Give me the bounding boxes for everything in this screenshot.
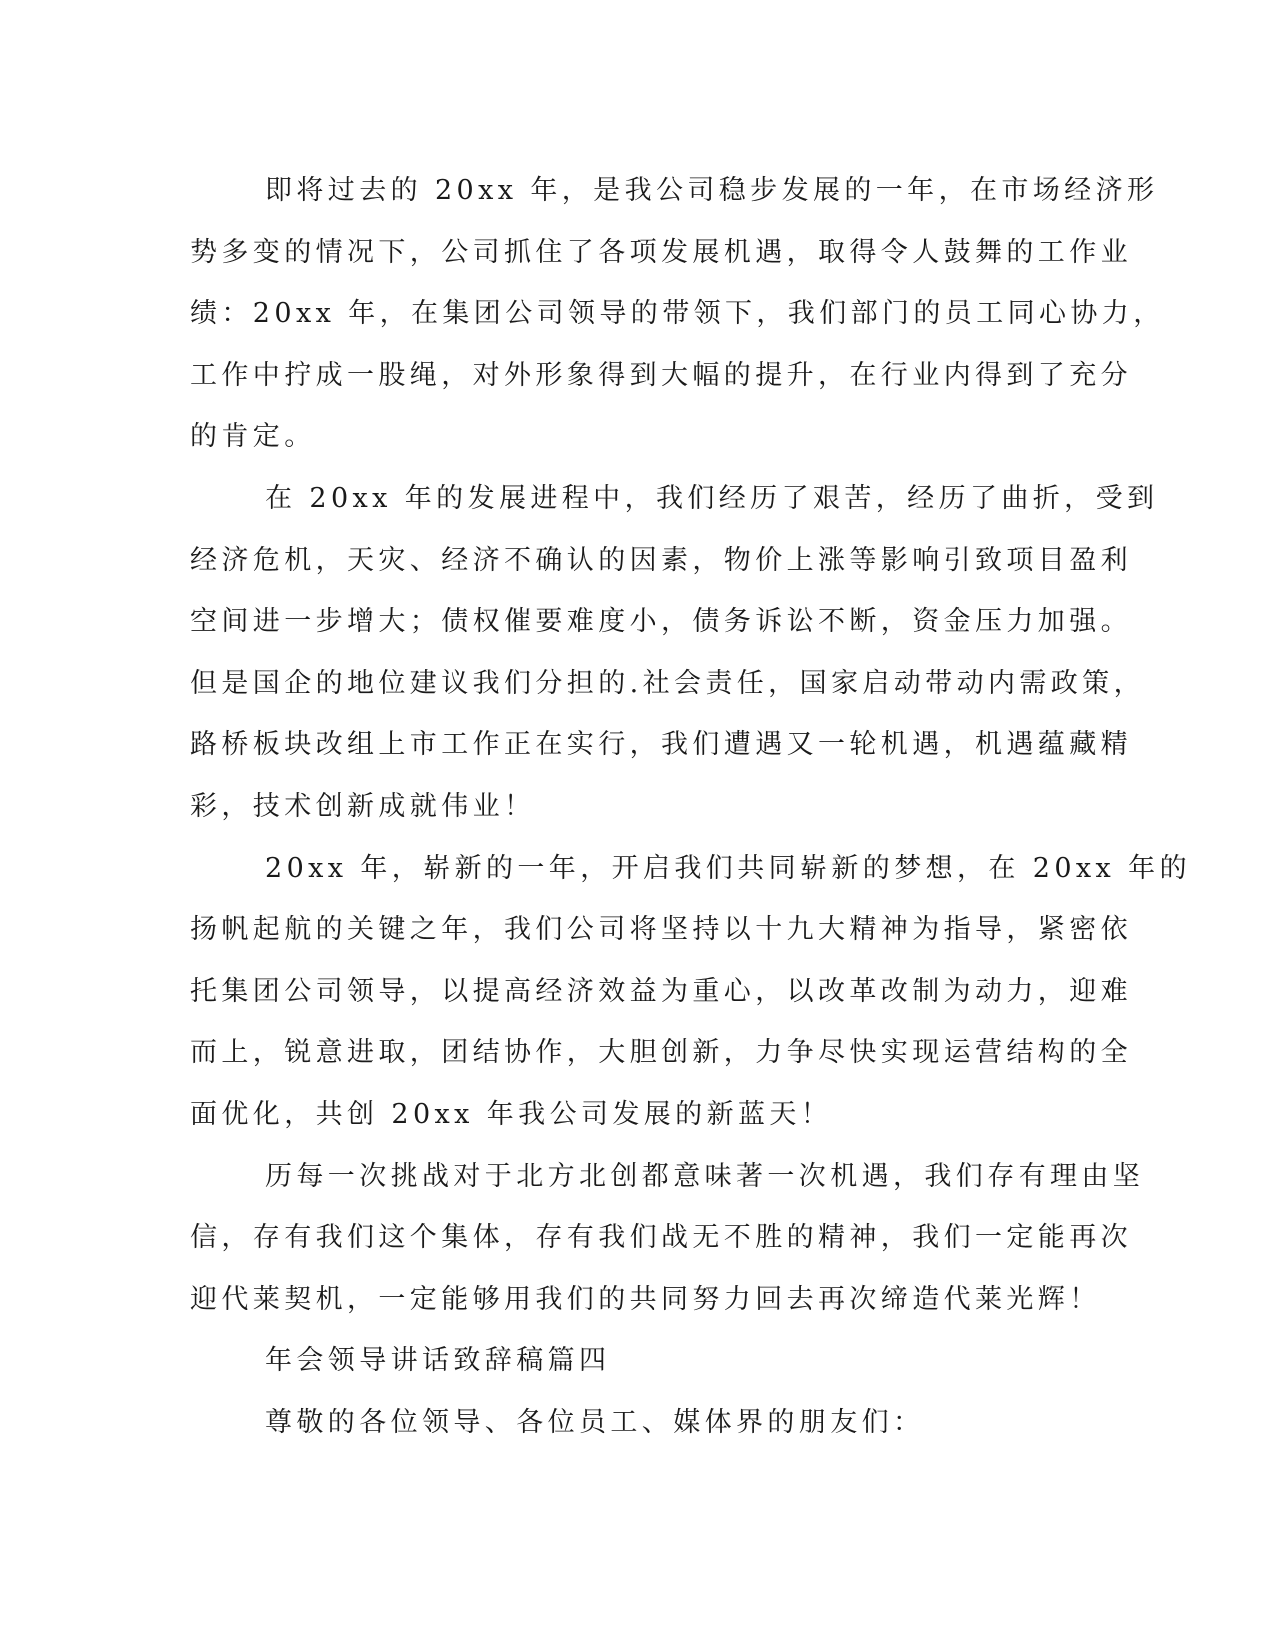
paragraph-2-line-5: 路桥板块改组上市工作正在实行，我们遭遇又一轮机遇，机遇蕴藏精 [190,729,1132,761]
paragraph-1-line-1: 即将过去的 20xx 年，是我公司稳步发展的一年，在市场经济形 [265,175,1159,206]
paragraph-1-line-3: 绩：20xx 年，在集团公司领导的带领下，我们部门的员工同心协力， [190,298,1165,330]
paragraph-3-line-1: 20xx 年，崭新的一年，开启我们共同崭新的梦想，在 20xx 年的 [265,852,1191,884]
paragraph-2-line-2: 经济危机，天灾、经济不确认的因素，物价上涨等影响引致项目盈利 [190,544,1132,576]
section-title: 年会领导讲话致辞稿篇四 [265,1345,611,1377]
paragraph-4-line-2: 信，存有我们这个集体，存有我们战无不胜的精神，我们一定能再次 [190,1222,1132,1254]
paragraph-4 [190,1146,1145,1331]
paragraph-1-line-4: 工作中拧成一股绳，对外形象得到大幅的提升，在行业内得到了充分 [190,359,1132,391]
paragraph-1 [190,160,1165,468]
paragraph-2-line-6: 彩，技术创新成就伟业！ [190,790,536,822]
paragraph-2-line-3: 空间进一步增大；债权催要难度小，债务诉讼不断，资金压力加强。 [190,606,1132,638]
paragraph-3 [190,838,1191,1146]
paragraph-2 [190,468,1159,838]
paragraph-2-line-1: 在 20xx 年的发展进程中，我们经历了艰苦，经历了曲折，受到 [265,482,1159,514]
paragraph-2-line-4: 但是国企的地位建议我们分担的.社会责任，国家启动带动内需政策， [190,667,1145,699]
paragraph-1-line-5: 的肯定。 [190,421,316,453]
document-body [190,160,1191,1453]
paragraph-3-line-4: 而上，锐意进取，团结协作，大胆创新，力争尽快实现运营结构的全 [190,1037,1132,1069]
paragraph-4-line-1: 历每一次挑战对于北方北创都意味著一次机遇，我们存有理由坚 [265,1160,1145,1192]
salutation: 尊敬的各位领导、各位员工、媒体界的朋友们： [265,1406,925,1438]
paragraph-3-line-2: 扬帆起航的关键之年，我们公司将坚持以十九大精神为指导，紧密依 [190,914,1132,946]
paragraph-4-line-3: 迎代莱契机，一定能够用我们的共同努力回去再次缔造代莱光辉！ [190,1283,1101,1315]
paragraph-1-line-2: 势多变的情况下，公司抓住了各项发展机遇，取得令人鼓舞的工作业 [190,236,1132,268]
paragraph-3-line-3: 托集团公司领导，以提高经济效益为重心，以改革改制为动力，迎难 [190,975,1132,1007]
paragraph-3-line-5: 面优化，共创 20xx 年我公司发展的新蓝天！ [190,1098,833,1130]
